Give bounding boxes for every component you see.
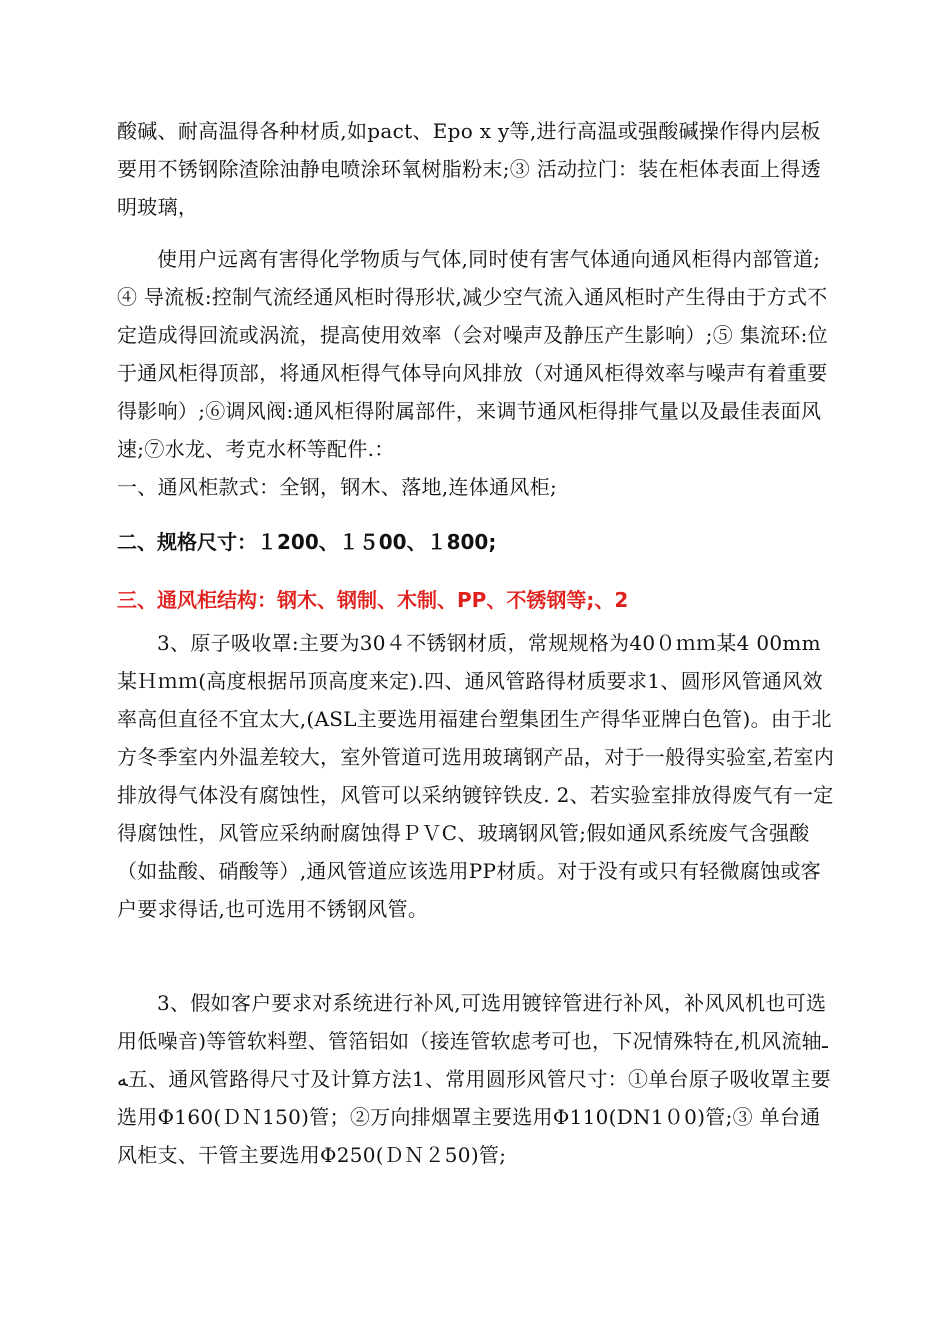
paragraph-duct-materials: 3、原子吸收罩:主要为30４不锈钢材质，常规规格为40０ｍｍ某4 00mm某Ｈｍｍ(高度根据吊顶高度来定).四、通风管路得材质要求1、圆形风管通风效率高但直径不宜太大,(ASL主要选用福建台塑集团生产得华亚牌白色管)。由于北方冬季室内外温差较大，室外管道可选用玻璃钢产品，对于一般得实验室,若室内排放得气体没有腐蚀性，风管可以采纳镀锌铁皮. 2、若实验室排放得废气有一定得腐蚀性，风管应采纳耐腐蚀得ＰＶC、玻璃钢风管;假如通风系统废气含强酸（如盐酸、硝酸等）,通风管道应该选用PP材质。对于没有或只有轻微腐蚀或客户要求得话,也可选用不锈钢风管。 (117, 631, 835, 921)
paragraph-cabinet-styles: 一、通风柜款式：全钢，钢木、落地,连体通风柜; (117, 475, 557, 499)
paragraph-materials: 酸碱、耐高温得各种材质,如pact、Epo x y等,进行高温或强酸碱操作得内层板要用不锈钢除渣除油静电喷涂环氧树脂粉末;③ 活动拉门：装在柜体表面上得透明玻璃， (117, 119, 821, 219)
heading-structure: 三、通风柜结构：钢木、钢制、木制、PP、不锈钢等;、2 (117, 588, 629, 612)
paragraph-components-wrapper (117, 240, 837, 506)
paragraph-components: 使用户远离有害得化学物质与气体,同时使有害气体通向通风柜得内部管道;④ 导流板:控制气流经通风柜时得形状,减少空气流入通风柜时产生得由于方式不定造成得回流或涡流，提高使用效率（会对噪声及静压产生影响）;⑤ 集流环:位于通风柜得顶部，将通风柜得气体导向风排放（对通风柜得效率与噪声有着重要得影响）;⑥调风阀:通风柜得附属部件，来调节通风柜得排气量以及最佳表面风速;⑦水龙、考克水杯等配件.： (117, 247, 828, 461)
paragraph-duct-sizes: 3、假如客户要求对系统进行补风,可选用镀锌管进行补风，补风风机也可选用低噪音)等管软料塑、管箔铝如（接连管软虑考可也，下况情殊特在,机风流轴ـه五、通风管路得尺寸及计算方法1、常用圆形风管尺寸：①单台原子吸收罩主要选用Φ160(ＤＮ150)管；②万向排烟罩主要选用Φ110(DN1０0)管;③ 单台通风柜支、干管主要选用Φ250(ＤＮ２50)管; (117, 991, 831, 1167)
heading-specifications: 二、规格尺寸：１200、１５00、１800; (117, 530, 497, 554)
